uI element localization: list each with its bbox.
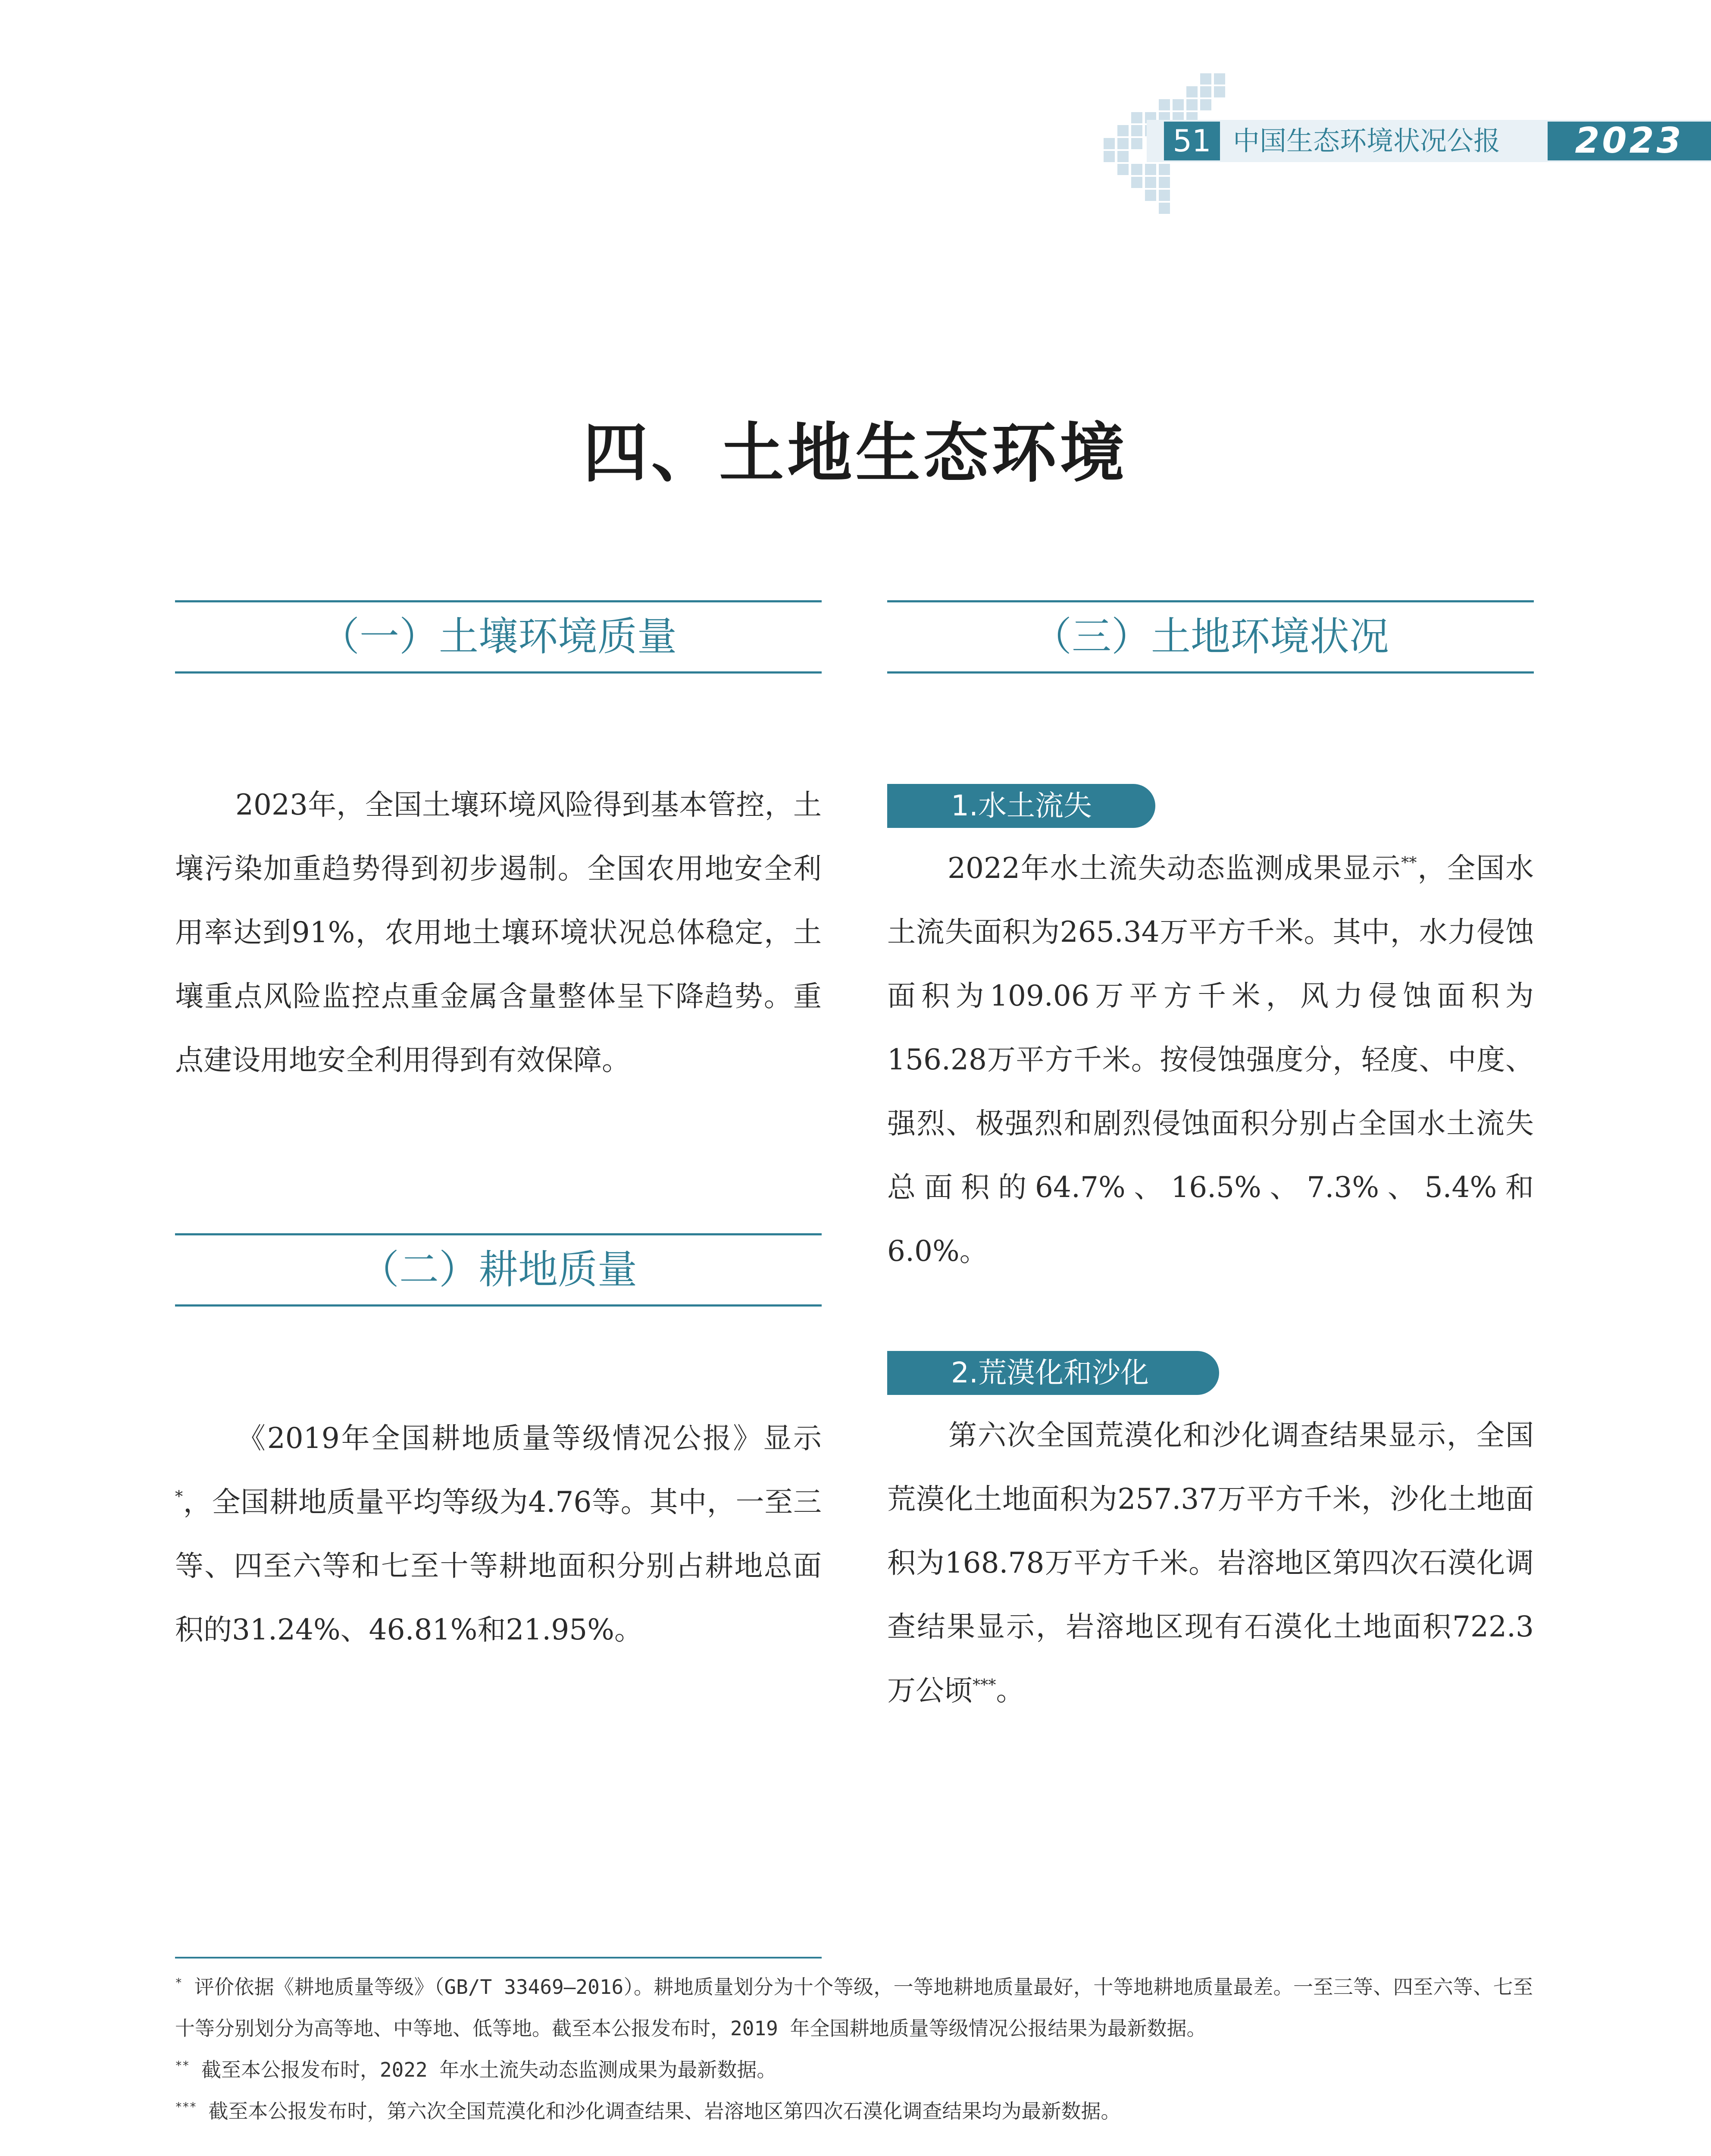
footnote-item-text: 评价依据《耕地质量等级》（GB/T 33469—2016）。耕地质量划分为十个等级，一等地耕地质量最好，十等地耕地质量最差。一至三等、四至六等、七至十等分别划分为高等地、中等地、低等地。截至本公报发布时，2019 年全国耕地质量等级情况公报结果为最新数据。: [175, 1975, 1533, 2040]
mosaic-square: [1131, 138, 1142, 149]
mosaic-square: [1159, 190, 1170, 201]
section-heading-cropland-text: （二）耕地质量: [359, 1247, 637, 1293]
footnote-item-text: 截至本公报发布时，第六次全国荒漠化和沙化调查结果、岩溶地区第四次石漠化调查结果均为最新数据。: [208, 2100, 1121, 2123]
section-heading-land: [887, 600, 1534, 674]
subsection-label-erosion: 1.水土流失: [887, 784, 1155, 828]
footnote-item: [175, 2090, 1533, 2132]
paragraph-erosion-text-b: ，全国水土流失面积为265.34万平方千米。其中，水力侵蚀面积为109.06万平方千米，风力侵蚀面积为156.28万平方千米。按侵蚀强度分，轻度、中度、强烈、极强烈和剧烈侵蚀面积分别占全国水土流失总面积的64.7%、16.5%、7.3%、5.4%和6.0%。: [887, 852, 1534, 1268]
mosaic-square: [1117, 151, 1129, 162]
section-heading-soil-text: （一）土壤环境质量: [319, 614, 677, 660]
mosaic-square: [1145, 164, 1156, 175]
paragraph-erosion: [887, 837, 1534, 1283]
mosaic-square: [1131, 177, 1142, 188]
paragraph-soil: [175, 773, 822, 1092]
footnote-item: [175, 1966, 1533, 2049]
paragraph-desertification-text-a: 第六次全国荒漠化和沙化调查结果显示，全国荒漠化土地面积为257.37万平方千米，沙化土地面积为168.78万平方千米。岩溶地区第四次石漠化调查结果显示，岩溶地区现有石漠化土地面积722.3万公顷: [887, 1419, 1534, 1707]
footnote-divider: [175, 1957, 822, 1959]
report-title: 中国生态环境状况公报: [1233, 125, 1501, 157]
footnote-mark-3: ***: [973, 1676, 996, 1694]
report-year: 2023: [1548, 122, 1711, 160]
footnote-item-mark: ***: [175, 2100, 197, 2114]
mosaic-square: [1200, 86, 1211, 97]
mosaic-square: [1131, 164, 1142, 175]
chapter-title: 四、土地生态环境: [583, 416, 1128, 491]
mosaic-square: [1159, 177, 1170, 188]
footnote-mark-1: *: [175, 1487, 183, 1506]
mosaic-square: [1131, 112, 1142, 123]
mosaic-square: [1200, 99, 1211, 110]
mosaic-square: [1117, 125, 1129, 136]
mosaic-square: [1104, 151, 1115, 162]
mosaic-square: [1186, 86, 1198, 97]
mosaic-square: [1117, 138, 1129, 149]
mosaic-square: [1131, 125, 1142, 136]
paragraph-desertification-text-b: 。: [996, 1674, 1025, 1707]
paragraph-cropland-text-b: ，全国耕地质量平均等级为4.76等。其中，一至三等、四至六等和七至十等耕地面积分别占耕地总面积的31.24%、46.81%和21.95%。: [175, 1485, 822, 1646]
section-heading-land-text: （三）土地环境状况: [1032, 614, 1389, 660]
mosaic-square: [1173, 99, 1184, 110]
footnote-item-mark: **: [175, 2058, 190, 2073]
section-heading-soil: [175, 600, 822, 674]
mosaic-square: [1159, 203, 1170, 214]
mosaic-square: [1214, 73, 1225, 85]
section-heading-cropland: [175, 1233, 822, 1307]
footnotes: [175, 1966, 1533, 2132]
mosaic-square: [1159, 99, 1170, 110]
footnote-item-text: 截至本公报发布时，2022 年水土流失动态监测成果为最新数据。: [201, 2058, 777, 2081]
page-number: 51: [1164, 122, 1220, 160]
mosaic-square: [1145, 190, 1156, 201]
mosaic-square: [1117, 164, 1129, 175]
mosaic-square: [1145, 177, 1156, 188]
paragraph-cropland: [175, 1407, 822, 1662]
paragraph-cropland-text-a: 《2019年全国耕地质量等级情况公报》显示: [235, 1422, 822, 1455]
footnote-item: [175, 2049, 1533, 2090]
footnote-mark-2: **: [1401, 853, 1417, 872]
mosaic-square: [1104, 138, 1115, 149]
paragraph-desertification: [887, 1404, 1534, 1723]
mosaic-square: [1200, 73, 1211, 85]
subsection-label-desertification: 2.荒漠化和沙化: [887, 1351, 1219, 1395]
paragraph-erosion-text-a: 2022年水土流失动态监测成果显示: [948, 852, 1401, 885]
mosaic-square: [1159, 164, 1170, 175]
mosaic-square: [1186, 99, 1198, 110]
mosaic-square: [1214, 86, 1225, 97]
paragraph-soil-text: 2023年，全国土壤环境风险得到基本管控，土壤污染加重趋势得到初步遏制。全国农用地安全利用率达到91%，农用地土壤环境状况总体稳定，土壤重点风险监控点重金属含量整体呈下降趋势。重点建设用地安全利用得到有效保障。: [175, 788, 822, 1077]
footnote-item-mark: *: [175, 1975, 182, 1990]
